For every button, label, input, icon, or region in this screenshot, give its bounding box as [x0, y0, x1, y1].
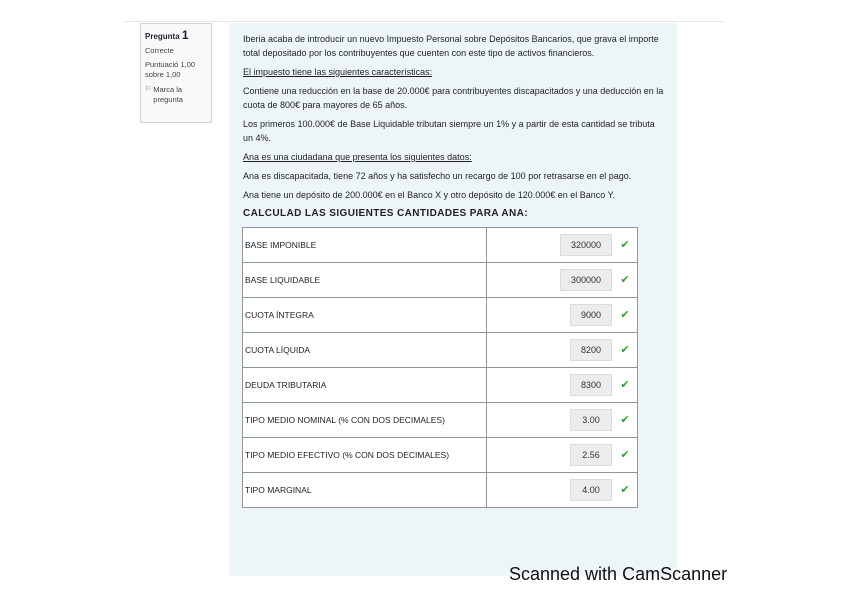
question-title: Pregunta 1	[145, 28, 189, 42]
answer-input[interactable]: 3.00	[570, 409, 612, 431]
answer-input[interactable]: 8200	[570, 339, 612, 361]
answer-input[interactable]: 2.56	[570, 444, 612, 466]
calc-heading: CALCULAD LAS SIGUIENTES CANTIDADES PARA ANA:	[243, 208, 529, 219]
row-label: TIPO MEDIO NOMINAL (% CON DOS DECIMALES)	[243, 403, 487, 438]
table-row	[243, 473, 638, 508]
answer-input[interactable]: 4.00	[570, 479, 612, 501]
table-row	[243, 368, 638, 403]
question-content	[229, 23, 677, 576]
features-heading: El impuesto tiene las siguientes características:	[243, 67, 433, 77]
row-label: TIPO MEDIO EFECTIVO (% CON DOS DECIMALES)	[243, 438, 487, 473]
question-status: Correcte	[145, 46, 174, 56]
row-label: BASE LIQUIDABLE	[243, 263, 487, 298]
question-number: 1	[181, 28, 189, 42]
feature-reduction: Contiene una reducción en la base de 20.000€ para contribuyentes discapacitados y una deducción en la cuota de 800€ para mayores de 65 años.	[243, 86, 664, 110]
table-row	[243, 228, 638, 263]
question-info	[140, 23, 212, 123]
check-icon: ✔	[620, 274, 630, 286]
row-label: TIPO MARGINAL	[243, 473, 487, 508]
flag-icon: ⚐	[145, 85, 152, 93]
flag-question-link[interactable]	[145, 85, 207, 105]
answers-table	[242, 227, 638, 508]
data-heading: Ana es una ciudadana que presenta los siguientes datos:	[243, 152, 472, 162]
flag-label: Marca la pregunta	[153, 84, 183, 104]
check-icon: ✔	[620, 379, 630, 391]
top-divider	[124, 21, 724, 22]
answer-input[interactable]: 8300	[570, 374, 612, 396]
check-icon: ✔	[620, 239, 630, 251]
check-icon: ✔	[620, 309, 630, 321]
check-icon: ✔	[620, 484, 630, 496]
question-score: Puntuació 1,00 sobre 1,00	[145, 60, 196, 80]
feature-rates: Los primeros 100.000€ de Base Liquidable tributan siempre un 1% y a partir de esta cantidad se tributa un 4%.	[243, 119, 655, 143]
table-row	[243, 298, 638, 333]
check-icon: ✔	[620, 414, 630, 426]
row-label: DEUDA TRIBUTARIA	[243, 368, 487, 403]
answer-input[interactable]: 300000	[560, 269, 612, 291]
table-row	[243, 438, 638, 473]
answer-input[interactable]: 9000	[570, 304, 612, 326]
data-deposits: Ana tiene un depósito de 200.000€ en el Banco X y otro depósito de 120.000€ en el Banco Y.	[243, 190, 615, 200]
question-intro: Iberia acaba de introducir un nuevo Impuesto Personal sobre Depósitos Bancarios, que grava el importe total depositado por los contribuyentes que cuenten con este tipo de activos financieros.	[243, 34, 659, 58]
table-row	[243, 263, 638, 298]
table-row	[243, 333, 638, 368]
table-row	[243, 403, 638, 438]
check-icon: ✔	[620, 449, 630, 461]
row-label: CUOTA LÍQUIDA	[243, 333, 487, 368]
row-label: BASE IMPONIBLE	[243, 228, 487, 263]
check-icon: ✔	[620, 344, 630, 356]
row-label: CUOTA ÍNTEGRA	[243, 298, 487, 333]
camscanner-watermark: Scanned with CamScanner	[509, 564, 728, 584]
data-personal: Ana es discapacitada, tiene 72 años y ha satisfecho un recargo de 100 por retrasarse en el pago.	[243, 171, 632, 181]
answer-input[interactable]: 320000	[560, 234, 612, 256]
